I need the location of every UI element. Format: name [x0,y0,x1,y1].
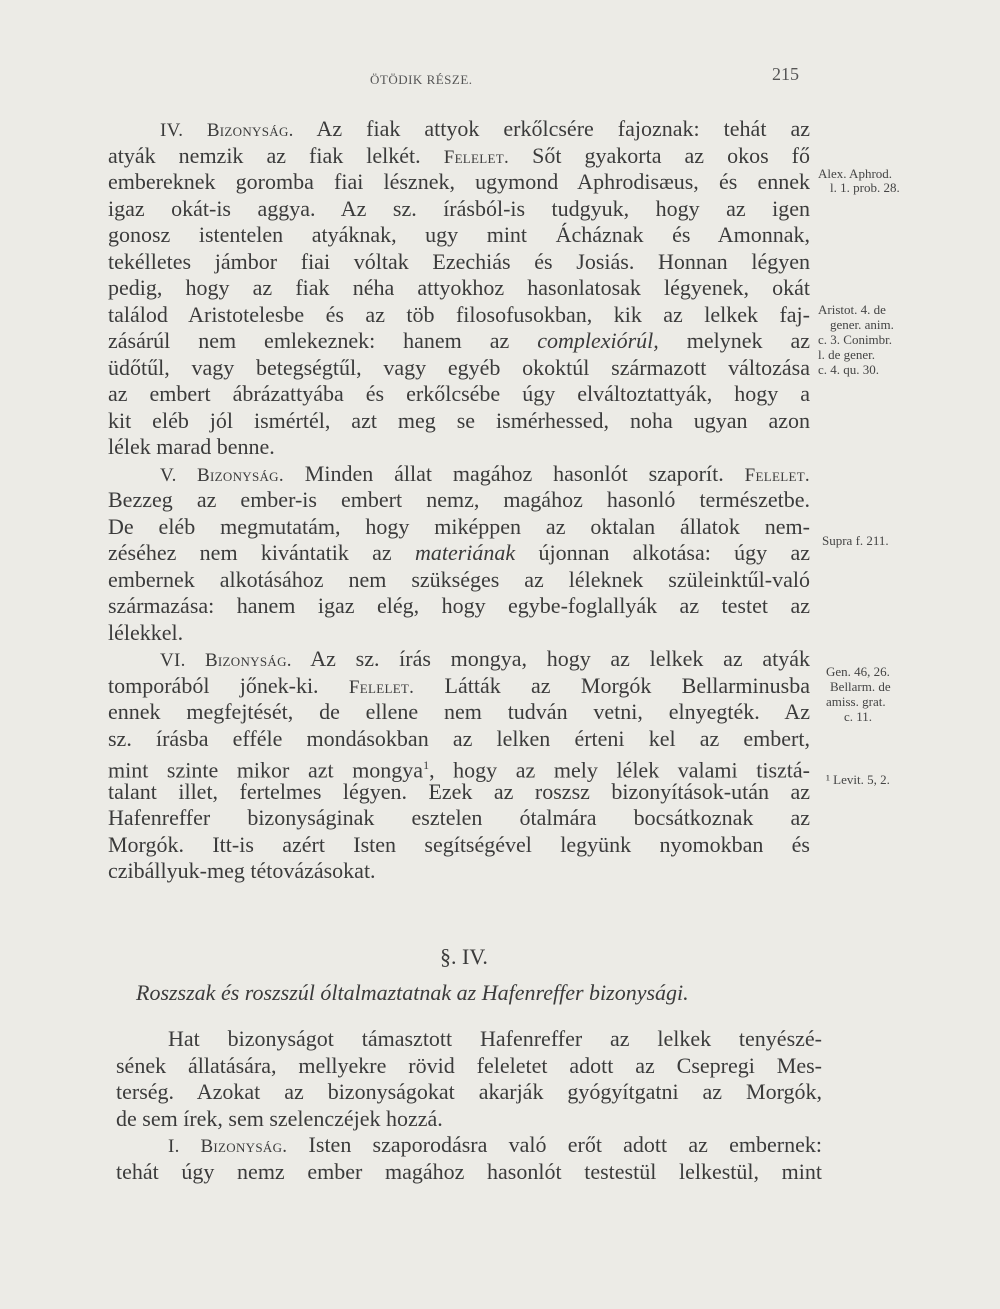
text-line: zéséhez nem kivántatik az materiának újonnan alkotása: úgy az [108,540,810,565]
proof-label: I. Bizonyság. [168,1136,288,1157]
text-line: sének állatására, mellyekre rövid feleletet adott az Csepregi Mes- [116,1052,822,1078]
text-line: talant illet, fertelmes légyen. Ezek az roszsz bizonyítások-után az [108,778,810,804]
answer-label: Felelet. [348,676,415,698]
text-line: pedig, hogy az fiak néha attyokhoz hasonlatosak légyenek, okát [108,275,810,300]
text-line: lélekkel. [108,619,184,645]
text-line: gonosz istentelen atyáknak, ugy mint Ácháznak és Amonnak, [108,222,810,247]
text-line: találod Aristotelesbe és az töb filosofusokban, kik az lelkek faj- [108,301,810,327]
text-line: Hafenreffer bizonyságinak esztelen ótalmára bocsátkoznak az [108,805,810,830]
text-line: IV. Bizonyság. Az fiak attyok erkőlcsére fajoznak: tehát az [160,116,810,141]
text-line: mint szinte mikor azt mongya$^1$, hogy az mely lélek valami tisztá- [108,757,810,783]
section-number: §. IV. [440,944,488,969]
text-line: Morgók. Itt-is azért Isten segítségével legyünk nyomokban és [108,831,810,857]
margin-note: Aristot. 4. de gener. anim. c. 3. Conimbr. l. de gener. c. 4. qu. 30. [818,302,894,377]
text-line: embereknek goromba fiai lésznek, ugymond Aphrodisæus, és ennek [108,169,810,194]
text-line: tekélletes jámbor fiai vóltak Ezechiás és Josiás. Honnan légyen [108,248,810,274]
text-line: VI. Bizonyság. Az sz. írás mongya, hogy az lelkek az atyák [160,646,810,671]
answer-label: Felelet. [744,464,810,486]
margin-note: Supra f. 211. [822,533,889,548]
text-line: az embert ábrázattyába és erkőlcsébe úgy elváltoztattyák, hogy a [108,381,810,406]
text-line: üdőtűl, vagy betegségtűl, vagy egyéb okoktúl származott változása [108,354,810,380]
proof-label: V. Bizonyság. [160,464,284,486]
section-title: Roszszak és roszszúl óltalmaztatnak az Hafenreffer bizonysági. [136,980,689,1005]
proof-label: VI. Bizonyság. [160,650,292,671]
text-line: czibállyuk-meg tétovázásokat. [108,858,376,883]
answer-label: Felelet. [443,146,510,168]
text-line: tomporából jőnek-ki. Felelet. Látták az Morgók Bellarminusba [108,672,810,698]
text-line: tehát úgy nemz ember magához hasonlót testestül lelkestül, mint [116,1158,822,1184]
text-line: Hat bizonyságot támasztott Hafenreffer az lelkek tenyészé- [168,1026,822,1051]
margin-note: ¹ Levit. 5, 2. [826,772,890,787]
margin-note: Gen. 46, 26. Bellarm. de amiss. grat. c. 11. [826,664,891,724]
page-number: 215 [772,64,799,84]
text-line: embernek alkotásához nem szükséges az léleknek szüleinktűl-való [108,566,810,592]
text-line: származása: hanem igaz elég, hogy egybe-foglallyák az testet az [108,593,810,618]
footnote-marker: 1 [423,758,430,772]
text-line: Bezzeg az ember-is embert nemz, magához hasonló természetbe. [108,487,810,512]
text-line: kit eléb jól ismértél, azt meg se ismérhessed, noha ugyan azon [108,407,810,433]
text-line: de sem írek, sem szelenczéjek hozzá. [116,1105,443,1131]
text-line: atyák nemzik az fiak lelkét. Felelet. Sőt gyakorta az okos fő [108,142,811,168]
text-line: lélek marad benne. [108,434,275,459]
text-line: sz. írásba efféle mondásokban az lelken érteni kel az embert, [108,725,810,751]
text-line: De eléb megmutatám, hogy miképpen az oktalan állatok nem- [108,513,810,539]
running-head: ÖTÖDIK RÉSZE. [370,72,473,87]
text-line: I. Bizonyság. Isten szaporodásra való erőt adott az embernek: [168,1132,822,1157]
main-text-block [108,116,810,885]
text-line: zásárúl nem emlekeznek: hanem az complexiórúl, melynek az [108,328,810,353]
text-line: ennek megfejtését, de ellene nem tudván vetni, elnyegték. Az [108,699,810,724]
proof-label: IV. Bizonyság. [160,120,294,141]
text-line: igaz okát-is aggya. Az sz. írásból-is tudgyuk, hogy az igen [108,195,810,221]
margin-note: Alex. Aphrod. l. 1. prob. 28. [818,166,900,195]
text-line: terség. Azokat az bizonyságokat akarják gyógyítgatni az Morgók, [116,1079,822,1104]
text-line: V. Bizonyság. Minden állat magához hasonlót szaporít. Felelet. [160,460,810,486]
second-text-block [116,1026,822,1185]
